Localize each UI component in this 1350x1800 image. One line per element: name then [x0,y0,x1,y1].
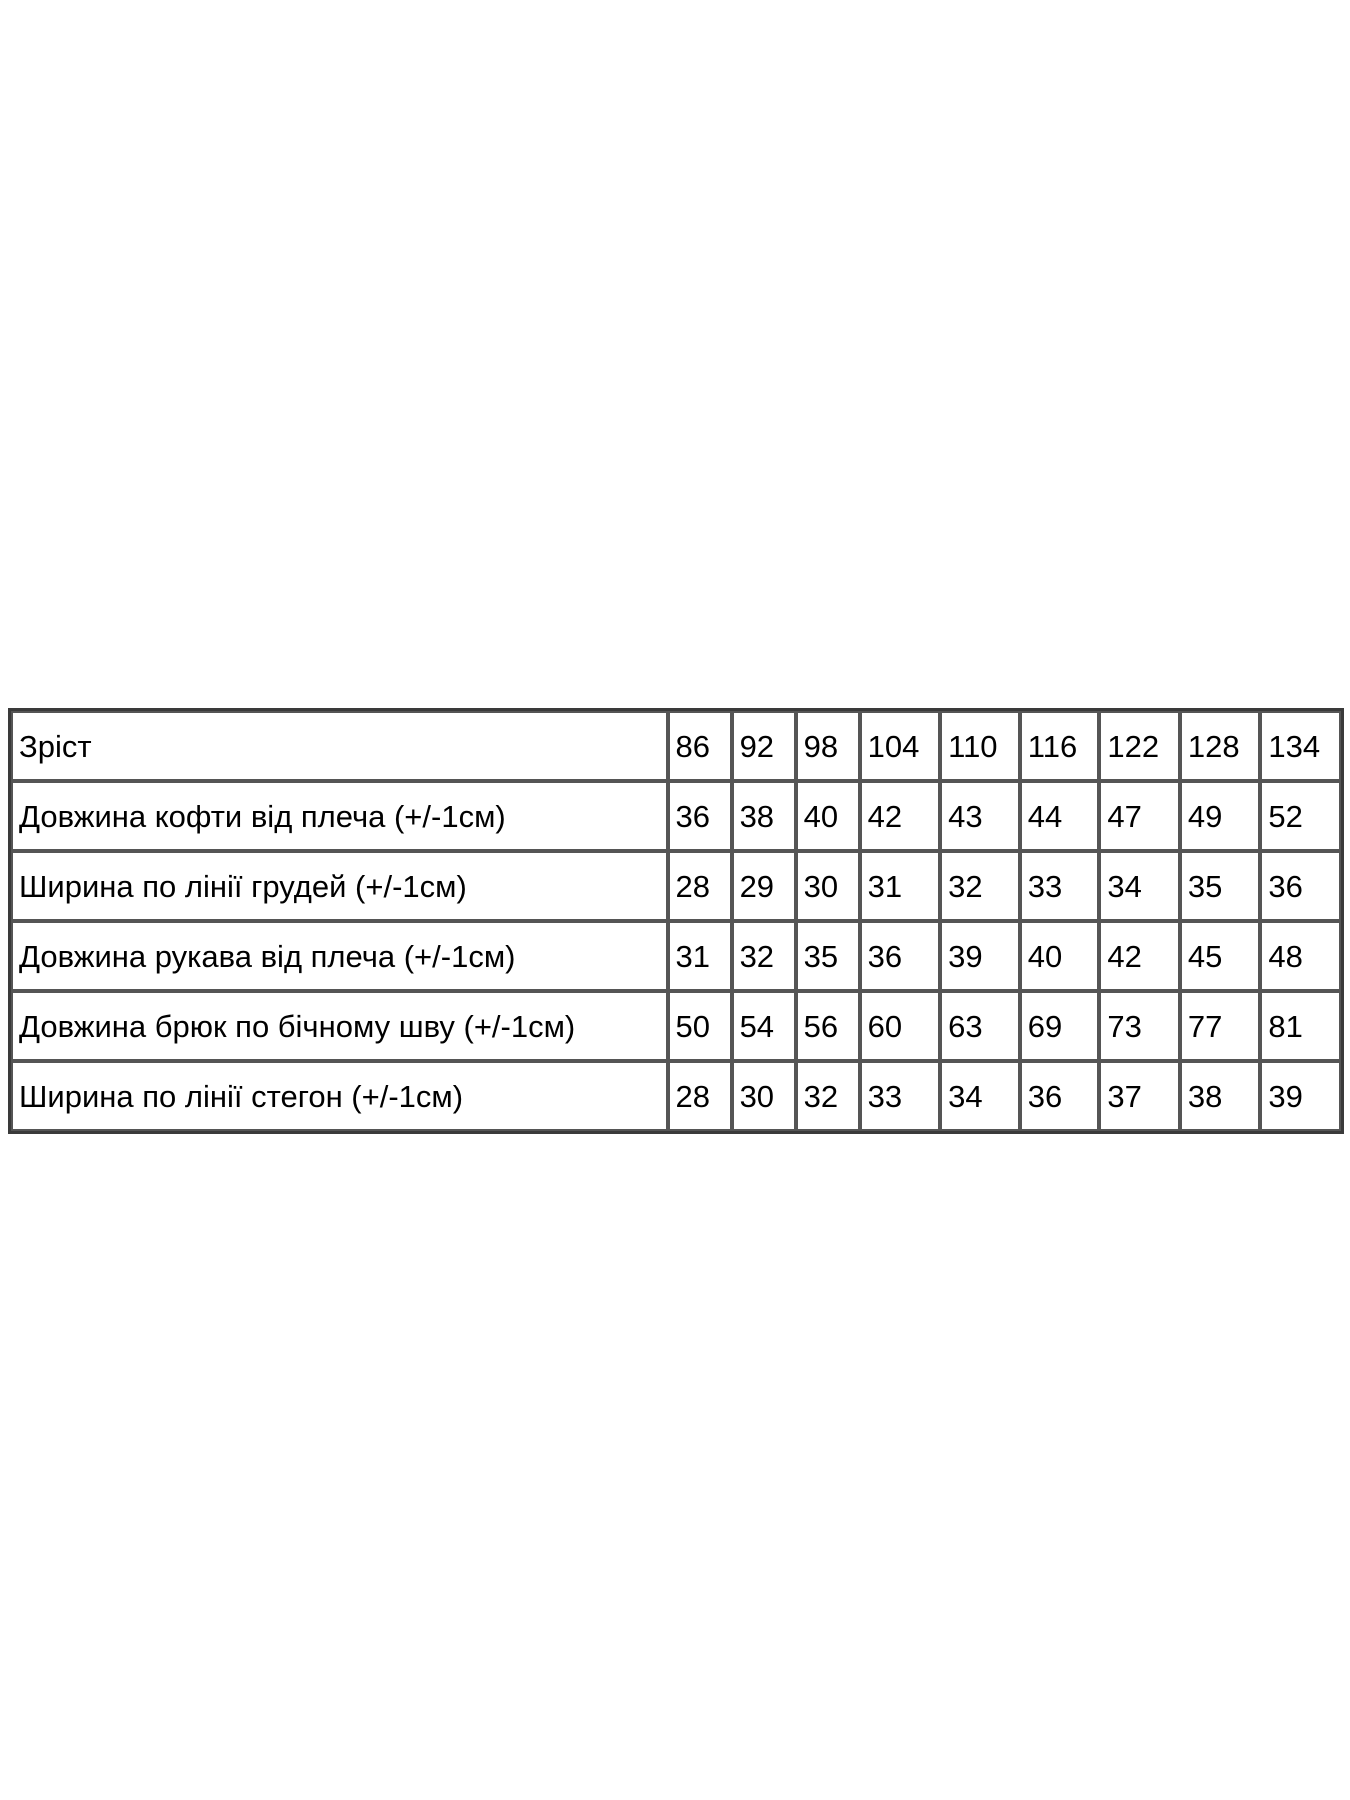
cell-value: 31 [860,851,941,921]
cell-value: 40 [796,781,860,851]
cell-value: 42 [860,781,941,851]
row-label: Ширина по лінії стегон (+/-1см) [11,1061,668,1131]
cell-value: 40 [1020,921,1100,991]
cell-value: 73 [1099,991,1180,1061]
size-chart-container [8,708,1344,1134]
cell-value: 63 [940,991,1020,1061]
cell-value: 35 [796,921,860,991]
cell-value: 32 [796,1061,860,1131]
table-row [11,851,1341,921]
cell-value: 28 [668,851,732,921]
cell-value: 36 [1020,1061,1100,1131]
cell-value: 110 [940,711,1020,781]
cell-value: 48 [1260,921,1341,991]
row-label: Ширина по лінії грудей (+/-1см) [11,851,668,921]
cell-value: 45 [1180,921,1261,991]
cell-value: 49 [1180,781,1261,851]
cell-value: 36 [1260,851,1341,921]
cell-value: 38 [732,781,796,851]
cell-value: 50 [668,991,732,1061]
cell-value: 77 [1180,991,1261,1061]
row-label: Зріст [11,711,668,781]
table-row [11,781,1341,851]
cell-value: 56 [796,991,860,1061]
cell-value: 34 [1099,851,1180,921]
cell-value: 134 [1260,711,1341,781]
cell-value: 44 [1020,781,1100,851]
table-row [11,1061,1341,1131]
table-row [11,921,1341,991]
table-row [11,711,1341,781]
cell-value: 30 [732,1061,796,1131]
cell-value: 32 [732,921,796,991]
cell-value: 31 [668,921,732,991]
cell-value: 92 [732,711,796,781]
cell-value: 98 [796,711,860,781]
cell-value: 36 [860,921,941,991]
row-label: Довжина рукава від плеча (+/-1см) [11,921,668,991]
cell-value: 37 [1099,1061,1180,1131]
cell-value: 36 [668,781,732,851]
size-chart-table [8,708,1344,1134]
cell-value: 81 [1260,991,1341,1061]
cell-value: 116 [1020,711,1100,781]
cell-value: 43 [940,781,1020,851]
cell-value: 52 [1260,781,1341,851]
cell-value: 104 [860,711,941,781]
cell-value: 39 [940,921,1020,991]
cell-value: 29 [732,851,796,921]
cell-value: 28 [668,1061,732,1131]
cell-value: 54 [732,991,796,1061]
cell-value: 34 [940,1061,1020,1131]
cell-value: 86 [668,711,732,781]
cell-value: 60 [860,991,941,1061]
cell-value: 122 [1099,711,1180,781]
cell-value: 33 [1020,851,1100,921]
size-chart-body [11,711,1341,1131]
row-label: Довжина брюк по бічному шву (+/-1см) [11,991,668,1061]
cell-value: 32 [940,851,1020,921]
cell-value: 30 [796,851,860,921]
cell-value: 47 [1099,781,1180,851]
cell-value: 42 [1099,921,1180,991]
cell-value: 38 [1180,1061,1261,1131]
row-label: Довжина кофти від плеча (+/-1см) [11,781,668,851]
cell-value: 128 [1180,711,1261,781]
cell-value: 69 [1020,991,1100,1061]
cell-value: 39 [1260,1061,1341,1131]
cell-value: 33 [860,1061,941,1131]
table-row [11,991,1341,1061]
cell-value: 35 [1180,851,1261,921]
